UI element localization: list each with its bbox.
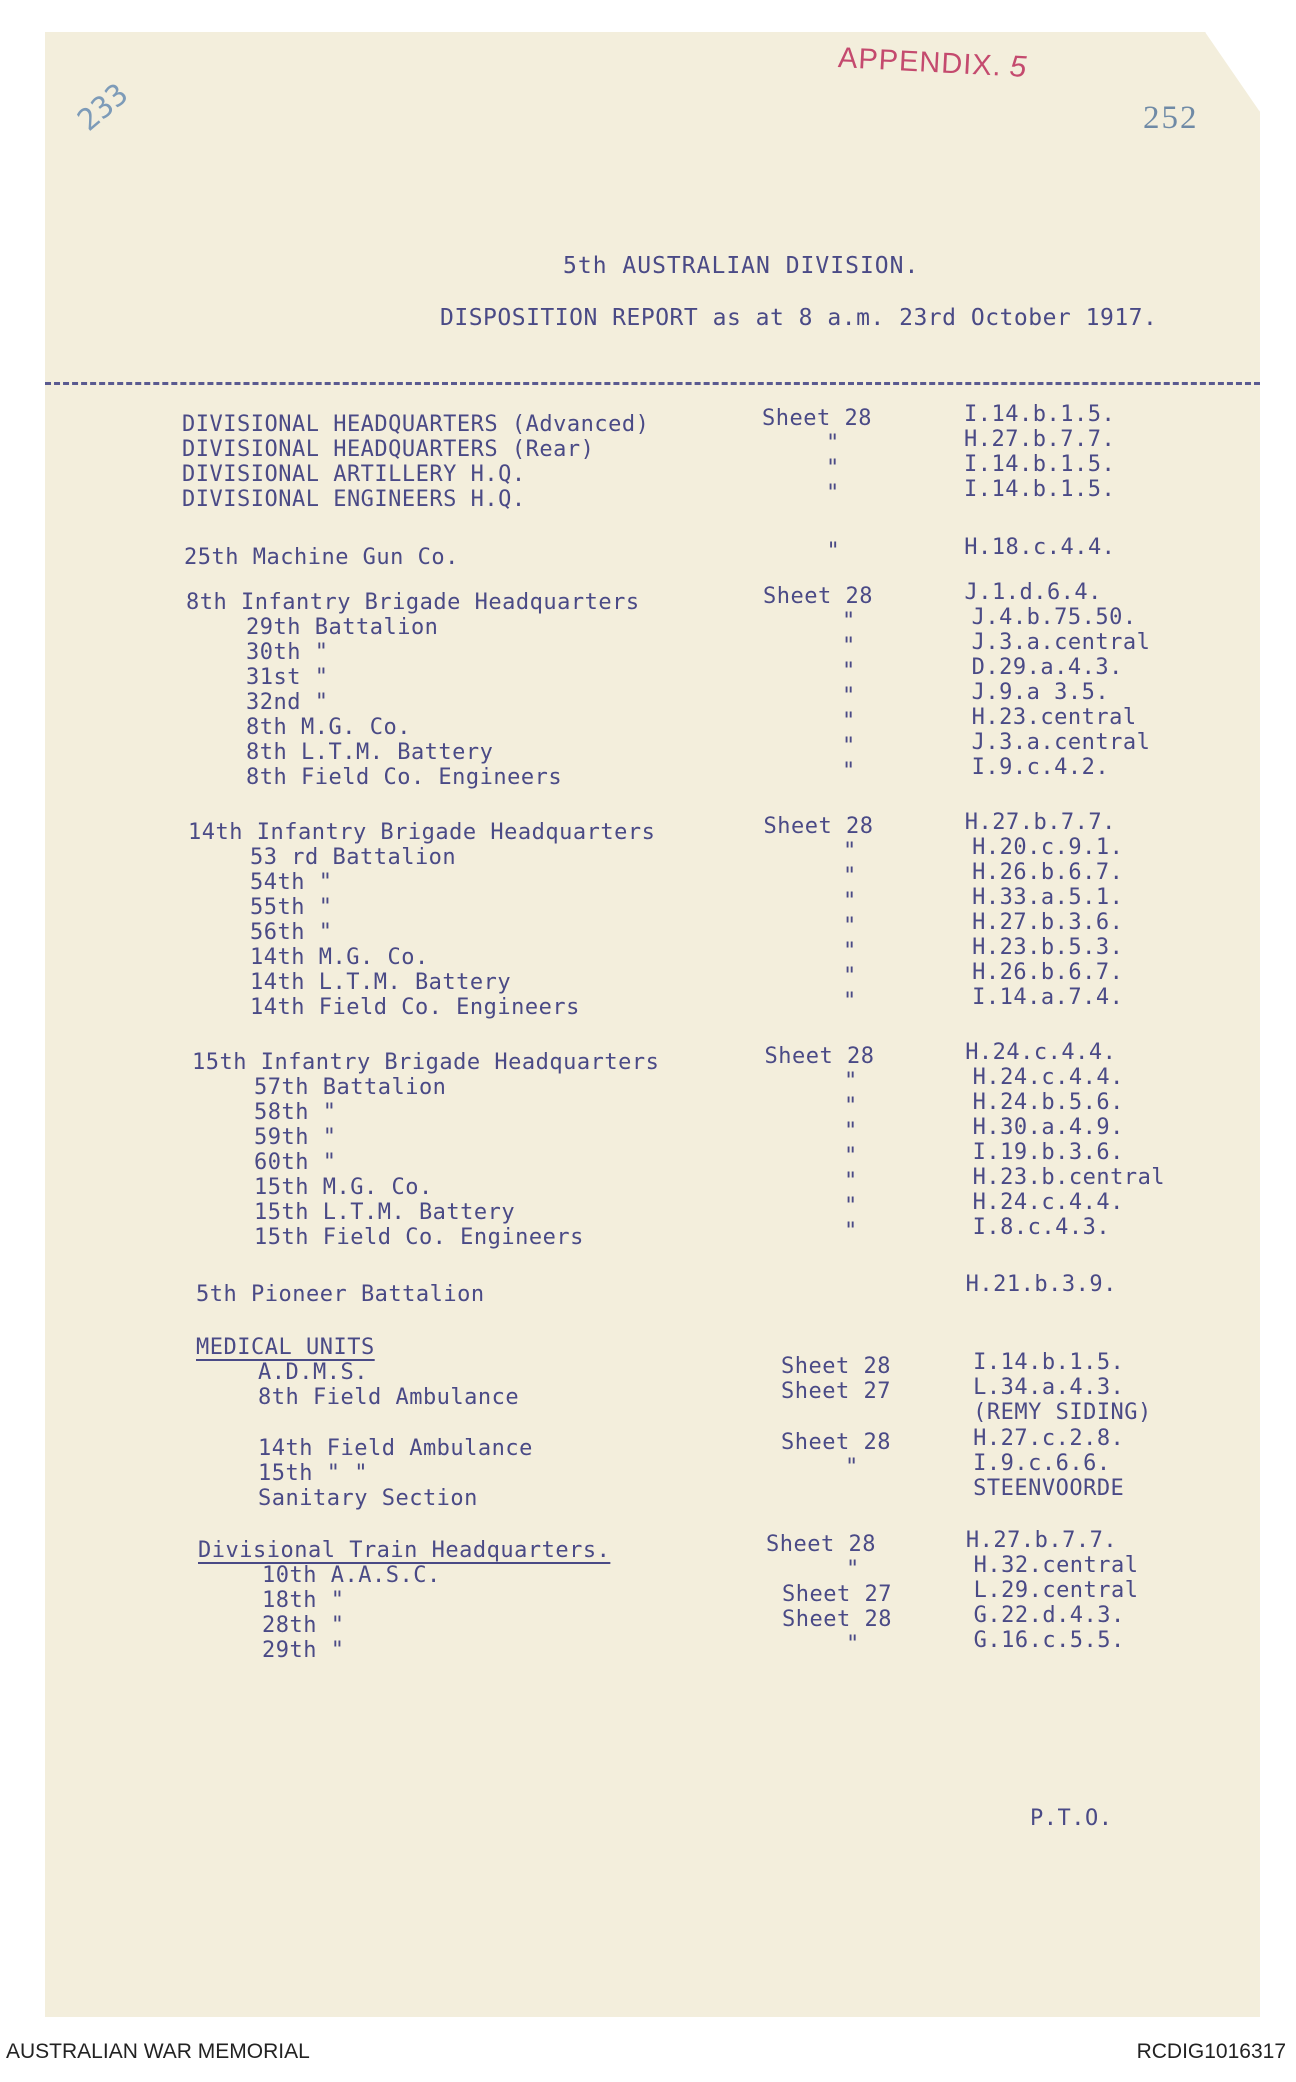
map-reference: (REMY SIDING): [973, 1400, 1152, 1425]
dashed-divider: [45, 382, 1260, 385]
map-reference: I.19.b.3.6.: [972, 1140, 1124, 1165]
map-reference: G.22.d.4.3.: [973, 1603, 1125, 1628]
sheet-reference: ": [844, 1169, 858, 1194]
sheet-reference: ": [844, 1144, 858, 1169]
unit-name: 28th ": [262, 1613, 345, 1638]
sheet-reference: Sheet 28: [764, 1044, 875, 1069]
map-reference: I.14.b.1.5.: [964, 477, 1116, 502]
sheet-reference: ": [842, 759, 856, 784]
unit-name: 58th ": [254, 1100, 337, 1125]
appendix-label: APPENDIX.: [837, 42, 1003, 83]
map-reference: I.14.b.1.5.: [964, 402, 1116, 427]
unit-name: 56th ": [250, 920, 333, 945]
sheet-reference: ": [842, 609, 856, 634]
map-reference: H.30.a.4.9.: [972, 1115, 1124, 1140]
map-reference: I.8.c.4.3.: [972, 1215, 1111, 1240]
unit-name: 10th A.A.S.C.: [262, 1563, 441, 1588]
map-reference: H.18.c.4.4.: [964, 535, 1116, 560]
map-reference: H.21.b.3.9.: [965, 1272, 1117, 1297]
unit-name: Sanitary Section: [258, 1486, 478, 1511]
map-reference: H.26.b.6.7.: [972, 860, 1124, 885]
map-reference: H.26.b.6.7.: [972, 960, 1124, 985]
map-reference: J.3.a.central: [971, 730, 1151, 755]
map-reference: H.24.c.4.4.: [972, 1065, 1124, 1090]
folio-number-old: 233: [71, 76, 136, 139]
sheet-reference: Sheet 27: [782, 1582, 892, 1607]
sheet-reference: ": [842, 734, 856, 759]
map-reference: H.32.central: [973, 1553, 1139, 1578]
map-reference: I.14.a.7.4.: [972, 985, 1124, 1010]
unit-name: 29th ": [262, 1638, 345, 1663]
sheet-reference: ": [845, 1455, 859, 1480]
unit-name: 15th Infantry Brigade Headquarters: [192, 1050, 660, 1075]
sheet-reference: ": [844, 1119, 858, 1144]
map-reference: H.27.b.7.7.: [964, 810, 1116, 835]
sheet-reference: Sheet 27: [781, 1379, 891, 1404]
unit-name: 55th ": [250, 895, 333, 920]
map-reference: J.1.d.6.4.: [964, 580, 1102, 605]
unit-name: 8th M.G. Co.: [246, 715, 411, 740]
unit-name: 59th ": [254, 1125, 337, 1150]
sheet-reference: ": [843, 939, 857, 964]
sheet-reference: ": [843, 864, 857, 889]
sheet-reference: ": [826, 481, 840, 506]
map-reference: H.27.c.2.8.: [973, 1426, 1125, 1451]
unit-name: 15th Field Co. Engineers: [254, 1225, 584, 1250]
map-reference: J.4.b.75.50.: [971, 605, 1137, 630]
unit-name: DIVISIONAL HEADQUARTERS (Advanced): [182, 412, 650, 437]
unit-name: 14th M.G. Co.: [250, 945, 429, 970]
unit-name: 15th L.T.M. Battery: [254, 1200, 516, 1225]
map-reference: H.23.central: [971, 705, 1137, 730]
unit-name: 8th Infantry Brigade Headquarters: [186, 590, 640, 615]
map-reference: L.34.a.4.3.: [973, 1375, 1125, 1400]
sheet-reference: ": [844, 1219, 858, 1244]
document-title: 5th AUSTRALIAN DIVISION.: [563, 253, 920, 279]
map-reference: I.9.c.6.6.: [973, 1451, 1111, 1476]
unit-name: A.D.M.S.: [258, 1360, 368, 1385]
sheet-reference: ": [846, 1557, 860, 1582]
map-reference: H.27.b.7.7.: [965, 1528, 1118, 1553]
unit-name: DIVISIONAL HEADQUARTERS (Rear): [182, 437, 595, 462]
unit-name: 14th Field Co. Engineers: [250, 995, 580, 1020]
sheet-reference: ": [843, 989, 857, 1014]
unit-name: 57th Battalion: [254, 1075, 447, 1100]
sheet-reference: Sheet 28: [763, 814, 874, 839]
sheet-reference: ": [843, 839, 857, 864]
unit-name: 31st ": [246, 665, 329, 690]
unit-name: 14th L.T.M. Battery: [250, 970, 512, 995]
sheet-reference: ": [843, 889, 857, 914]
footer-credit: AUSTRALIAN WAR MEMORIAL: [6, 2040, 310, 2063]
sheet-reference: ": [826, 431, 840, 456]
sheet-reference: ": [842, 659, 856, 684]
map-reference: J.9.a 3.5.: [971, 680, 1110, 705]
unit-name: 14th Infantry Brigade Headquarters: [188, 820, 656, 845]
unit-name: 8th L.T.M. Battery: [246, 740, 494, 765]
unit-name: Divisional Train Headquarters.: [198, 1538, 611, 1563]
sheet-reference: ": [844, 1194, 858, 1219]
map-reference: H.23.b.5.3.: [972, 935, 1124, 960]
unit-name: DIVISIONAL ARTILLERY H.Q.: [182, 462, 526, 487]
unit-name: 15th M.G. Co.: [254, 1175, 433, 1200]
map-reference: J.3.a.central: [971, 630, 1151, 655]
unit-name: 8th Field Ambulance: [258, 1385, 520, 1410]
map-reference: I.9.c.4.2.: [971, 755, 1110, 780]
sheet-reference: ": [844, 1069, 858, 1094]
sheet-reference: Sheet 28: [762, 406, 872, 431]
sheet-reference: Sheet 28: [766, 1532, 876, 1557]
document-subtitle: DISPOSITION REPORT as at 8 a.m. 23rd October 1917.: [440, 305, 1158, 331]
sheet-reference: ": [842, 684, 856, 709]
map-reference: H.24.c.4.4.: [972, 1190, 1124, 1215]
sheet-reference: ": [826, 456, 840, 481]
map-reference: H.24.b.5.6.: [972, 1090, 1124, 1115]
unit-name: 53 rd Battalion: [250, 845, 457, 870]
sheet-reference: Sheet 28: [782, 1607, 892, 1632]
map-reference: H.24.c.4.4.: [965, 1040, 1117, 1065]
unit-name: MEDICAL UNITS: [196, 1335, 375, 1360]
map-reference: H.27.b.3.6.: [972, 910, 1124, 935]
unit-name: 29th Battalion: [246, 615, 439, 640]
map-reference: I.14.b.1.5.: [973, 1350, 1125, 1375]
unit-name: 25th Machine Gun Co.: [184, 545, 459, 570]
map-reference: G.16.c.5.5.: [973, 1628, 1125, 1653]
map-reference: D.29.a.4.3.: [971, 655, 1123, 680]
map-reference: H.23.b.central: [972, 1165, 1166, 1190]
sheet-reference: ": [842, 634, 856, 659]
sheet-reference: ": [843, 914, 857, 939]
map-reference: H.20.c.9.1.: [972, 835, 1124, 860]
sheet-reference: Sheet 28: [781, 1354, 891, 1379]
unit-name: 14th Field Ambulance: [258, 1436, 533, 1461]
sheet-reference: Sheet 28: [763, 584, 873, 609]
sheet-reference: ": [842, 709, 856, 734]
sheet-reference: ": [844, 1094, 858, 1119]
sheet-reference: Sheet 28: [781, 1430, 891, 1455]
unit-name: 30th ": [246, 640, 329, 665]
map-reference: L.29.central: [973, 1578, 1139, 1603]
unit-name: 54th ": [250, 870, 333, 895]
unit-name: 8th Field Co. Engineers: [246, 765, 563, 790]
unit-name: 32nd ": [246, 690, 329, 715]
sheet-reference: ": [826, 539, 841, 564]
unit-name: 18th ": [262, 1588, 345, 1613]
appendix-number: 5: [1008, 50, 1029, 84]
unit-name: 5th Pioneer Battalion: [196, 1282, 485, 1307]
unit-name: 15th " ": [258, 1461, 368, 1486]
pto-note: P.T.O.: [1030, 1806, 1113, 1831]
map-reference: STEENVOORDE: [973, 1476, 1125, 1501]
unit-name: 60th ": [254, 1150, 337, 1175]
map-reference: I.14.b.1.5.: [964, 452, 1116, 477]
map-reference: H.27.b.7.7.: [964, 427, 1116, 452]
sheet-reference: ": [843, 964, 857, 989]
footer-id: RCDIG1016317: [1136, 2040, 1286, 2063]
folio-number-new: 252: [1143, 100, 1199, 136]
map-reference: H.33.a.5.1.: [972, 885, 1124, 910]
unit-name: DIVISIONAL ENGINEERS H.Q.: [182, 487, 526, 512]
sheet-reference: ": [846, 1632, 860, 1657]
